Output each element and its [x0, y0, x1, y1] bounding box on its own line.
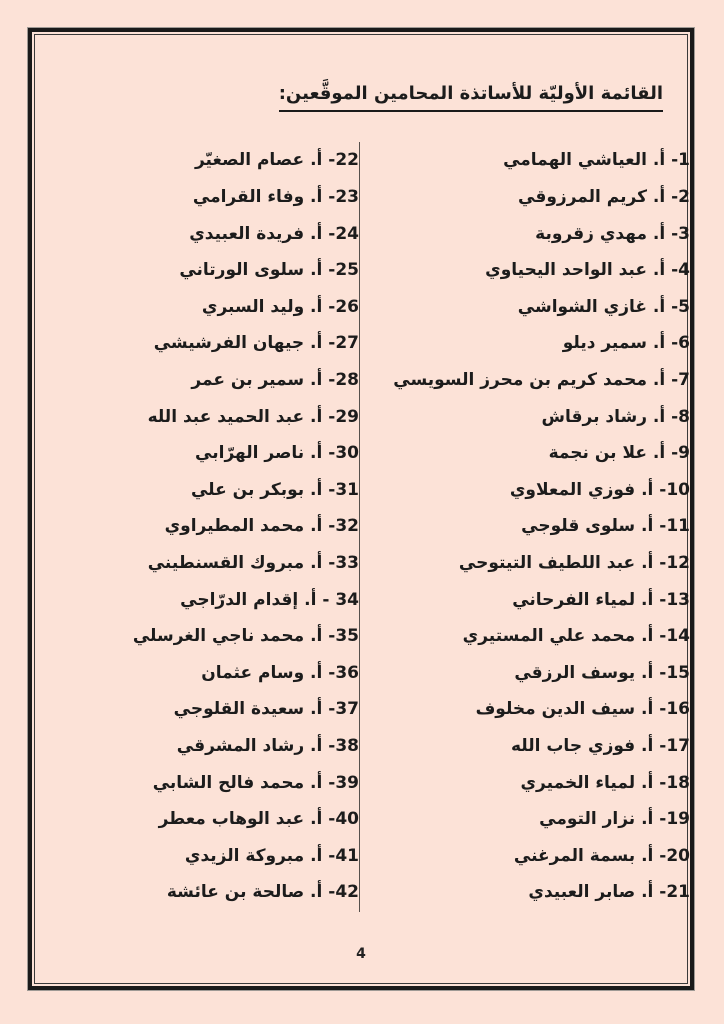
list-item: 32- أ. محمد المطيراوي [164, 516, 359, 537]
list-item: 17- أ. فوزي جاب الله [510, 735, 690, 756]
list-item: 9- أ. علا بن نجمة [548, 443, 690, 464]
list-item: 41- أ. مبروكة الزيدي [184, 845, 359, 866]
list-item: 21- أ. صابر العبيدي [528, 882, 690, 903]
list-item: 5- أ. غازي الشواشي [517, 296, 690, 317]
list-item: 37- أ. سعيدة القلوجي [173, 699, 359, 720]
list-item: 40- أ. عبد الوهاب معطر [158, 809, 359, 830]
list-item: 7- أ. محمد كريم بن محرز السويسي [393, 370, 690, 391]
list-item: 38- أ. رشاد المشرقي [176, 735, 359, 756]
list-item: 10- أ. فوزي المعلاوي [509, 479, 690, 500]
list-item: 35- أ. محمد ناجي الغرسلي [132, 626, 359, 647]
column-left-entries-22-42 [32, 142, 359, 910]
list-item: 34 - أ. إقدام الدرّاجي [180, 589, 359, 610]
page-content [32, 32, 690, 986]
list-item: 4- أ. عبد الواحد اليحياوي [485, 260, 690, 281]
list-item: 33- أ. مبروك القسنطيني [147, 553, 359, 574]
list-item: 1- أ. العياشي الهمامي [503, 150, 690, 171]
list-item: 13- أ. لمياء الفرحاني [512, 589, 690, 610]
list-item: 27- أ. جيهان الفرشيشي [153, 333, 359, 354]
list-item: 6- أ. سمير ديلو [562, 333, 690, 354]
list-item: 23- أ. وفاء القرامي [192, 187, 359, 208]
list-item: 18- أ. لمياء الخميري [520, 772, 690, 793]
list-item: 25- أ. سلوى الورتاني [179, 260, 359, 281]
list-item: 26- أ. وليد السبري [201, 296, 359, 317]
page-number: 4 [356, 946, 366, 962]
list-item: 20- أ. بسمة المرغني [513, 845, 690, 866]
page-title: القائمة الأوليّة للأساتذة المحامين الموقَّعين: [279, 81, 663, 112]
list-item: 30- أ. ناصر الهرّابي [195, 443, 359, 464]
list-item: 24- أ. فريدة العبيدي [189, 223, 359, 244]
name-list [32, 142, 690, 912]
list-item: 42- أ. صالحة بن عائشة [166, 882, 359, 903]
list-item: 15- أ. يوسف الرزقي [514, 662, 690, 683]
column-right-entries-1-21 [360, 142, 690, 910]
title-row [32, 81, 690, 112]
list-item: 31- أ. بوبكر بن علي [190, 479, 359, 500]
list-item: 29- أ. عبد الحميد عبد الله [147, 406, 359, 427]
list-item: 12- أ. عبد اللطيف التيتوحي [458, 553, 690, 574]
list-item: 39- أ. محمد فالح الشابي [152, 772, 359, 793]
list-item: 2- أ. كريم المرزوقي [518, 187, 690, 208]
list-item: 22- أ. عصام الصغيّر [194, 150, 359, 171]
list-item: 14- أ. محمد علي المستيري [462, 626, 690, 647]
column-divider-line [359, 142, 360, 912]
list-item: 3- أ. مهدي زقروبة [535, 223, 690, 244]
list-item: 11- أ. سلوى قلوجي [521, 516, 690, 537]
list-item: 8- أ. رشاد برقاش [541, 406, 690, 427]
list-item: 16- أ. سيف الدين مخلوف [475, 699, 690, 720]
list-item: 19- أ. نزار التومي [539, 809, 690, 830]
list-item: 28- أ. سمير بن عمر [191, 370, 359, 391]
list-item: 36- أ. وسام عثمان [201, 662, 359, 683]
page-border-frame [28, 28, 694, 990]
